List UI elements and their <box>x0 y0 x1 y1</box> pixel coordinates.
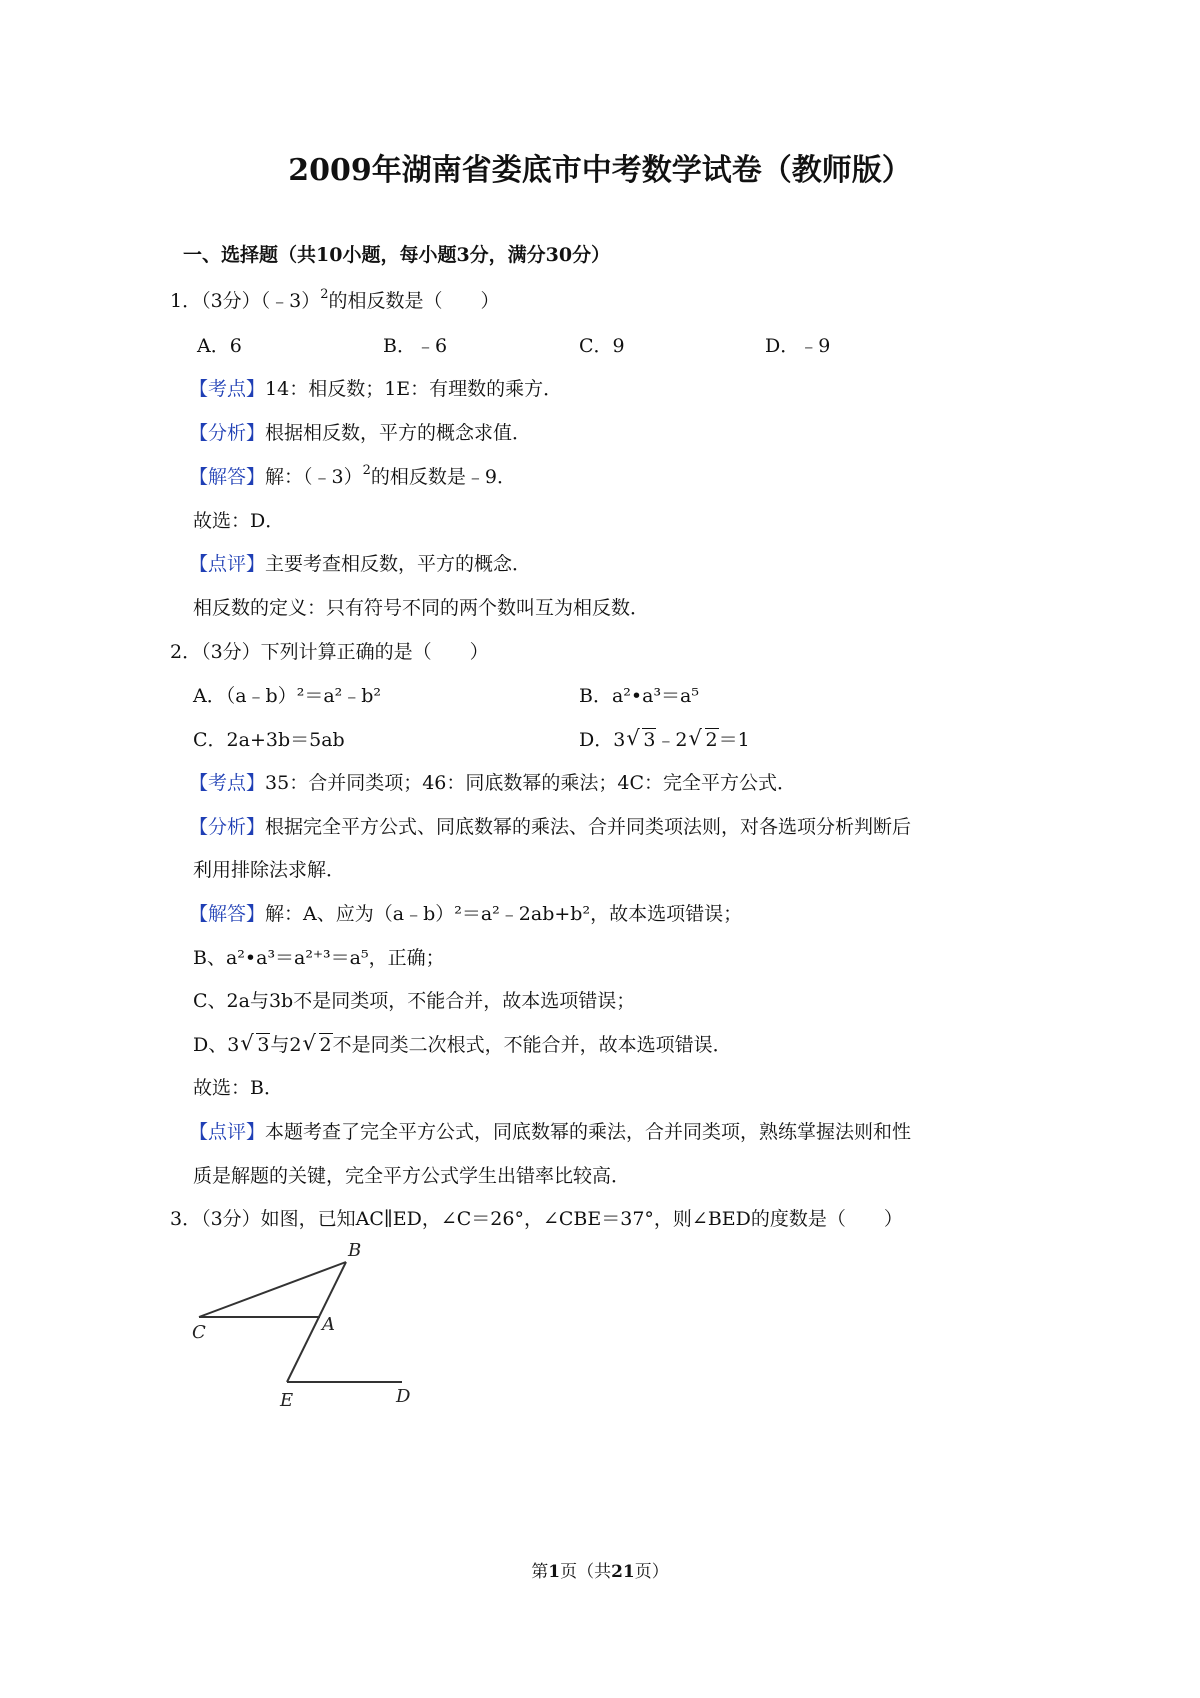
dianping-text: 主要考查相反数，平方的概念． <box>265 553 532 575</box>
label-e: E <box>280 1390 294 1411</box>
q2-dianping <box>189 1119 911 1145</box>
footer-post: 页） <box>634 1562 669 1582</box>
q1-option-a: A．6 <box>197 335 242 357</box>
q2-option-a: A．（a﹣b）²＝a²﹣b² <box>193 685 382 707</box>
kaodian-tag: 【考点】 <box>189 378 266 400</box>
q2-option-b: B．a²•a³＝a⁵ <box>579 685 700 707</box>
dianping-text: 本题考查了完全平方公式，同底数幂的乘法，合并同类项，熟练掌握法则和性 <box>265 1121 912 1143</box>
q1-jieda <box>189 464 516 490</box>
sqrt-3: √ 3 <box>240 1032 270 1058</box>
label-a: A <box>322 1314 335 1335</box>
q2-fenxi-cont: 利用排除法求解． <box>193 859 346 881</box>
jieda-exp: 2 <box>362 463 371 478</box>
q2-optd-pre: D．3 <box>579 729 626 751</box>
line-d-mid: 与2 <box>270 1034 302 1056</box>
sqrt-2: √ 2 <box>689 727 719 753</box>
q2-option-d <box>579 727 750 753</box>
q1-num: 1．（3分）（﹣3） <box>170 290 321 312</box>
q1-option-b: B．﹣6 <box>383 335 448 357</box>
section-heading: 一、选择题（共10小题，每小题3分，满分30分） <box>183 244 611 266</box>
fenxi-text: 根据完全平方公式、同底数幂的乘法、合并同类项法则，对各选项分析判断后 <box>265 816 912 838</box>
jieda-tag: 【解答】 <box>189 466 266 488</box>
q1-option-d: D．﹣9 <box>765 335 831 357</box>
dianping-tag: 【点评】 <box>189 553 266 575</box>
kaodian-text: 14：相反数；1E：有理数的乘方． <box>265 378 563 400</box>
q1-kaodian <box>189 376 562 402</box>
label-d: D <box>396 1386 411 1407</box>
q1-extra: 相反数的定义：只有符号不同的两个数叫互为相反数． <box>193 597 650 619</box>
q2-jieda <box>189 901 742 927</box>
q2-line-c: C、2a与3b不是同类项，不能合并，故本选项错误； <box>193 990 636 1012</box>
footer-mid: 页（共 <box>560 1562 612 1582</box>
question-2-stem: 2．（3分）下列计算正确的是（ ） <box>170 641 489 663</box>
q2-optd-post: ＝1 <box>718 729 750 751</box>
q2-line-b: B、a²•a³＝a²⁺³＝a⁵，正确； <box>193 947 445 969</box>
question-1-stem <box>170 288 500 314</box>
jieda-tag: 【解答】 <box>189 903 266 925</box>
line-d-pre: D、3 <box>193 1034 240 1056</box>
q2-dianping-cont: 质是解题的关键，完全平方公式学生出错率比较高． <box>193 1165 631 1187</box>
kaodian-text: 35：合并同类项；46：同底数幂的乘法；4C：完全平方公式． <box>265 772 796 794</box>
q2-optd-mid: ﹣2 <box>656 729 688 751</box>
document-title: 2009年湖南省娄底市中考数学试卷（教师版） <box>288 153 912 188</box>
q1-exp: 2 <box>320 287 329 302</box>
footer-page-number: 1 <box>548 1562 561 1582</box>
q1-dianping <box>189 551 531 577</box>
dianping-tag: 【点评】 <box>189 1121 266 1143</box>
jieda-post: 的相反数是﹣9． <box>370 466 516 488</box>
jieda-pre: 解：（﹣3） <box>265 466 363 488</box>
q2-line-d <box>193 1032 732 1058</box>
footer-total-pages: 21 <box>611 1562 635 1582</box>
q1-fenxi <box>189 420 531 446</box>
q1-stem-tail: 的相反数是（ ） <box>328 290 500 312</box>
footer-pre: 第 <box>531 1562 549 1582</box>
label-b: B <box>348 1240 362 1261</box>
q2-fenxi <box>189 814 911 840</box>
sqrt-3: √ 3 <box>626 727 656 753</box>
q2-option-c: C．2a+3b＝5ab <box>193 729 345 751</box>
q1-option-c: C．9 <box>579 335 625 357</box>
sqrt-2: √ 2 <box>303 1032 333 1058</box>
fenxi-text: 根据相反数，平方的概念求值． <box>265 422 532 444</box>
label-c: C <box>192 1322 206 1343</box>
fenxi-tag: 【分析】 <box>189 816 266 838</box>
kaodian-tag: 【考点】 <box>189 772 266 794</box>
page-footer <box>0 1557 1200 1582</box>
fenxi-tag: 【分析】 <box>189 422 266 444</box>
q2-kaodian <box>189 770 796 796</box>
line-d-post: 不是同类二次根式，不能合并，故本选项错误． <box>332 1034 732 1056</box>
question-3-stem: 3．（3分）如图，已知AC∥ED，∠C＝26°，∠CBE＝37°，则∠BED的度数是（ ） <box>170 1208 903 1230</box>
jieda-text: 解：A、应为（a﹣b）²＝a²﹣2ab+b²，故本选项错误； <box>265 903 743 925</box>
geometry-figure <box>180 1232 440 1412</box>
q2-answer: 故选：B． <box>193 1077 283 1099</box>
q1-answer: 故选：D． <box>193 510 285 532</box>
